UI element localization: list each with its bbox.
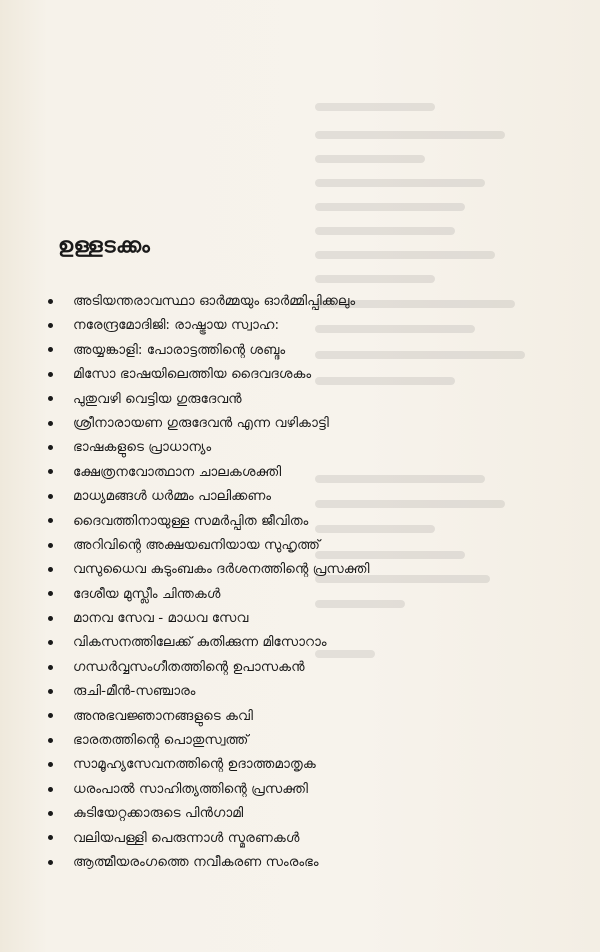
bullet-icon (48, 811, 53, 816)
toc-item-title: ഗന്ധർവ്വസംഗീതത്തിന്റെ ഉപാസകൻ (73, 658, 305, 675)
bullet-icon (48, 323, 53, 328)
bullet-icon (48, 347, 53, 352)
toc-item (48, 777, 370, 801)
table-of-contents (48, 289, 370, 874)
toc-item-title: ദേശീയ മുസ്ലീം ചിന്തകൾ (73, 585, 221, 602)
toc-item-title: ഭാഷകളുടെ പ്രാധാന്യം (73, 439, 212, 456)
bullet-icon (48, 640, 53, 645)
toc-item-title: നരേന്ദ്രമോദിജി: രാഷ്ട്രായ സ്വാഹ: (73, 317, 280, 334)
toc-item (48, 289, 370, 313)
bullet-icon (48, 421, 53, 426)
toc-item-title: രുചി-മീൻ-സഞ്ചാരം (73, 683, 196, 700)
toc-item-title: അയ്യങ്കാളി: പോരാട്ടത്തിന്റെ ശബ്ദം (73, 341, 286, 358)
toc-item (48, 826, 370, 850)
bullet-icon (48, 299, 53, 304)
toc-item (48, 460, 370, 484)
toc-item-title: അറിവിന്റെ അക്ഷയഖനിയായ സുഹൃത്ത് (73, 536, 321, 553)
bullet-icon (48, 689, 53, 694)
bullet-icon (48, 372, 53, 377)
bullet-icon (48, 738, 53, 743)
toc-item (48, 630, 370, 654)
toc-item-title: അനുഭവജ്ഞാനങ്ങളുടെ കവി (73, 707, 253, 724)
toc-item (48, 679, 370, 703)
toc-item-title: മാധ്യമങ്ങൾ ധർമ്മം പാലിക്കണം (73, 488, 272, 505)
toc-item (48, 313, 370, 337)
bullet-icon (48, 445, 53, 450)
toc-item (48, 338, 370, 362)
toc-item (48, 728, 370, 752)
bullet-icon (48, 835, 53, 840)
toc-item (48, 752, 370, 776)
toc-item (48, 655, 370, 679)
bullet-icon (48, 469, 53, 474)
toc-item-title: വസുധൈവ കുടുംബകം ദർശനത്തിന്റെ പ്രസക്തി (73, 561, 370, 578)
toc-item-title: സാമൂഹ്യസേവനത്തിന്റെ ഉദാത്തമാതൃക (73, 756, 316, 773)
bullet-icon (48, 396, 53, 401)
bullet-icon (48, 713, 53, 718)
toc-item (48, 362, 370, 386)
bullet-icon (48, 762, 53, 767)
toc-item-title: പുതുവഴി വെട്ടിയ ഗുരുദേവൻ (73, 390, 242, 407)
toc-item (48, 801, 370, 825)
toc-item-title: അടിയന്തരാവസ്ഥാ ഓർമ്മയും ഓർമ്മിപ്പിക്കലും (73, 293, 356, 309)
toc-item (48, 533, 370, 557)
bullet-icon (48, 787, 53, 792)
toc-item (48, 387, 370, 411)
toc-item-title: ശ്രീനാരായണ ഗുരുദേവൻ എന്ന വഴികാട്ടി (73, 414, 329, 431)
toc-item (48, 704, 370, 728)
contents-heading: ഉള്ളടക്കം (58, 233, 151, 257)
bullet-icon (48, 860, 53, 865)
toc-item (48, 509, 370, 533)
toc-item (48, 557, 370, 581)
toc-item-title: ആത്മീയരംഗത്തെ നവീകരണ സംരംഭം (73, 853, 319, 870)
toc-item-title: ദൈവത്തിനായുള്ള സമർപ്പിത ജീവിതം (73, 512, 309, 529)
toc-item-title: വലിയപള്ളി പെരുന്നാൾ സ്മരണകൾ (73, 829, 300, 846)
bullet-icon (48, 518, 53, 523)
toc-item-title: മിസോ ഭാഷയിലെത്തിയ ദൈവദശകം (73, 366, 312, 383)
toc-item (48, 582, 370, 606)
bullet-icon (48, 616, 53, 621)
toc-item-title: മാനവ സേവ - മാധവ സേവ (73, 610, 249, 627)
bullet-icon (48, 543, 53, 548)
bullet-icon (48, 591, 53, 596)
toc-item-title: കുടിയേറ്റക്കാരുടെ പിൻഗാമി (73, 805, 244, 822)
bullet-icon (48, 567, 53, 572)
toc-item (48, 606, 370, 630)
toc-item-title: ക്ഷേത്രനവോത്ഥാന ചാലകശക്തി (73, 463, 282, 480)
toc-item (48, 411, 370, 435)
toc-item-title: ധരംപാൽ സാഹിത്യത്തിന്റെ പ്രസക്തി (73, 780, 308, 797)
toc-item (48, 435, 370, 459)
toc-item (48, 850, 370, 874)
bullet-icon (48, 494, 53, 499)
toc-item-title: വികസനത്തിലേക്ക് കുതിക്കുന്ന മിസോറാം (73, 634, 327, 651)
toc-item (48, 484, 370, 508)
toc-item-title: ഭാരതത്തിന്റെ പൊതുസ്വത്ത് (73, 732, 249, 749)
bullet-icon (48, 665, 53, 670)
